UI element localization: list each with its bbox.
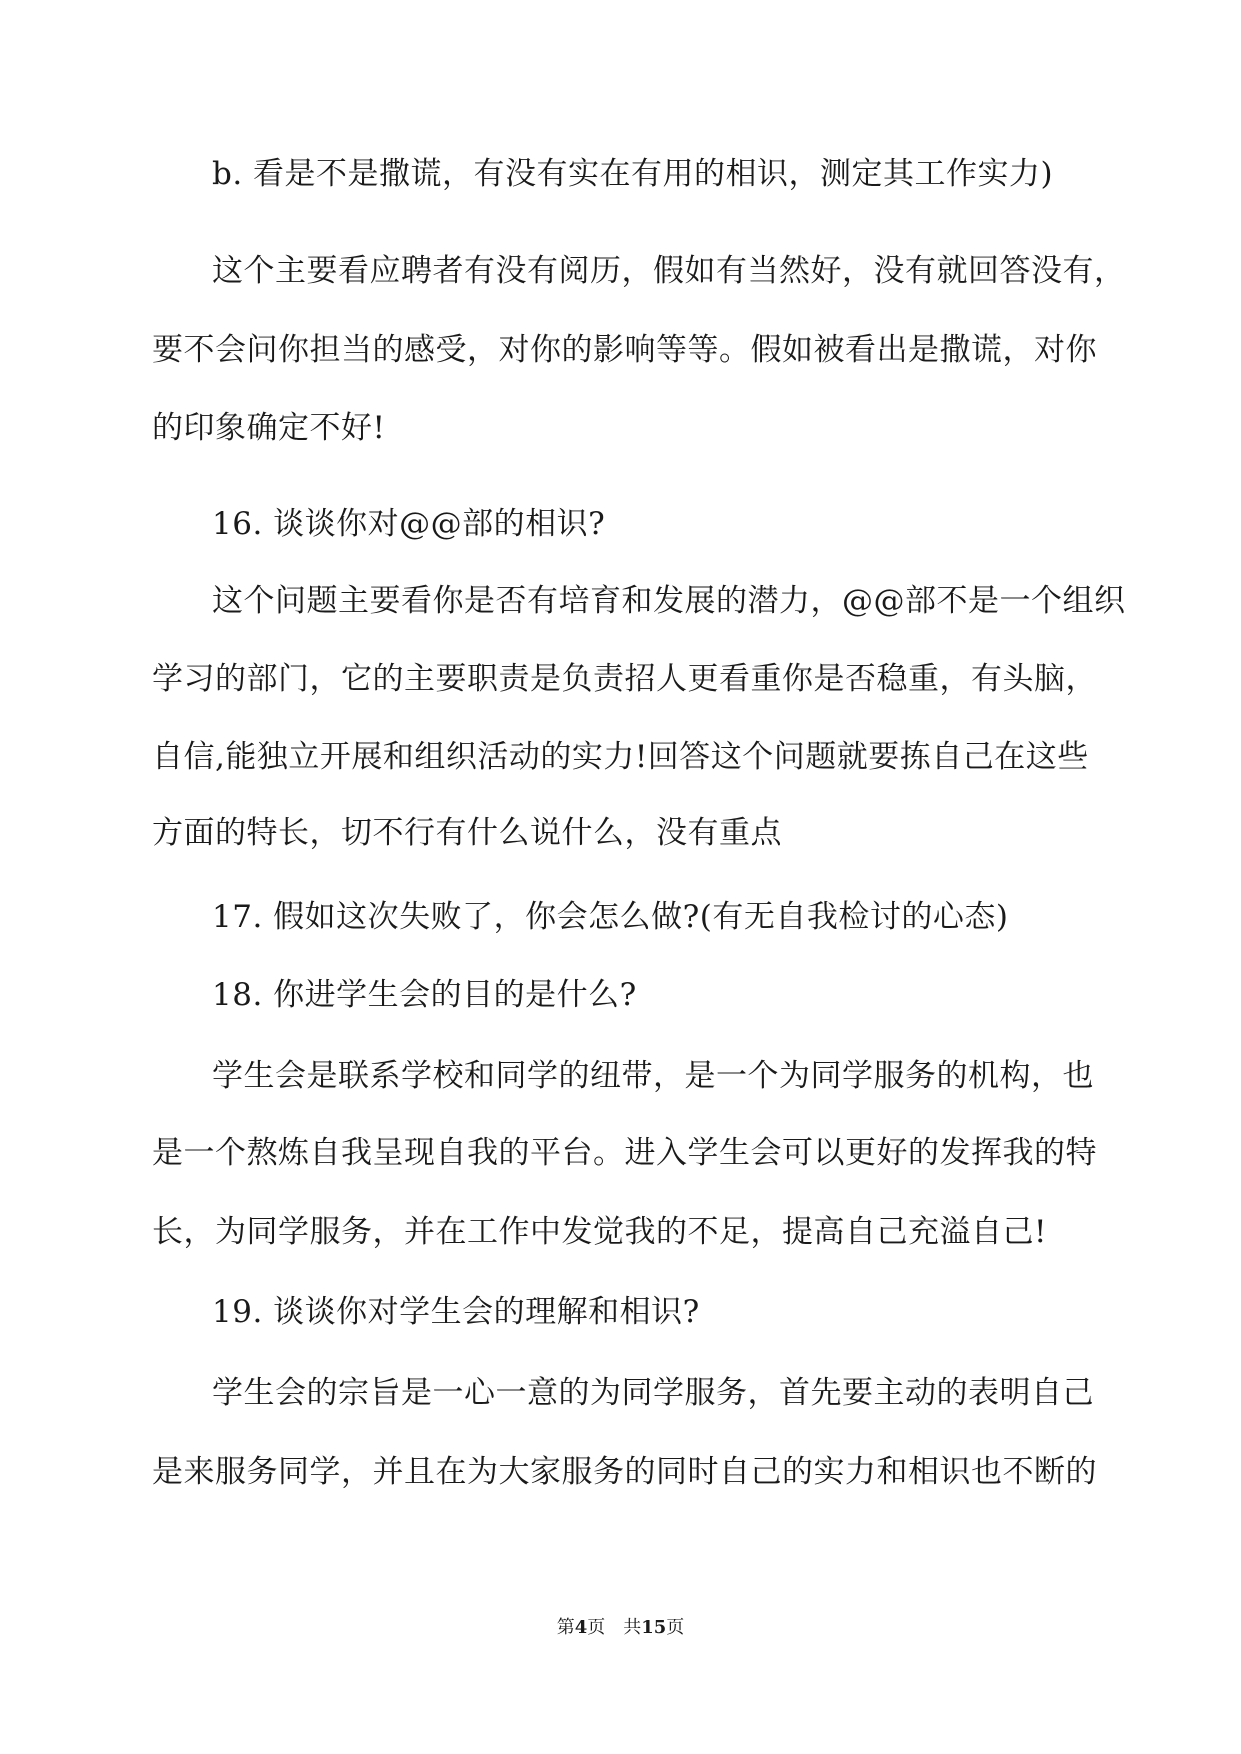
text-line: 长，为同学服务，并在工作中发觉我的不足，提高自己充溢自己! xyxy=(152,1214,1047,1250)
question-heading: 19. 谈谈你对学生会的理解和相识? xyxy=(212,1294,700,1330)
text-line: b. 看是不是撒谎，有没有实在有用的相识，测定其工作实力) xyxy=(212,156,1054,192)
question-heading: 18. 你进学生会的目的是什么? xyxy=(212,977,637,1013)
text-line: 是来服务同学，并且在为大家服务的同时自己的实力和相识也不断的 xyxy=(152,1454,1097,1490)
text-line: 学生会的宗旨是一心一意的为同学服务，首先要主动的表明自己 xyxy=(212,1375,1094,1411)
text-line: 方面的特长，切不行有什么说什么，没有重点 xyxy=(152,815,782,851)
page-footer xyxy=(0,1616,1241,1640)
footer-suffix: 页 xyxy=(666,1617,685,1638)
footer-total-pages: 15 xyxy=(641,1617,667,1638)
question-heading: 17. 假如这次失败了，你会怎么做?(有无自我检讨的心态) xyxy=(212,899,1009,935)
text-line: 自信,能独立开展和组织活动的实力!回答这个问题就要拣自己在这些 xyxy=(152,739,1089,775)
text-line: 是一个熬炼自我呈现自我的平台。进入学生会可以更好的发挥我的特 xyxy=(152,1135,1097,1171)
footer-mid: 页 共 xyxy=(587,1617,642,1638)
text-line: 这个问题主要看你是否有培育和发展的潜力，@@部不是一个组织 xyxy=(212,583,1126,619)
text-line: 这个主要看应聘者有没有阅历，假如有当然好，没有就回答没有， xyxy=(212,253,1126,289)
text-line: 要不会问你担当的感受，对你的影响等等。假如被看出是撒谎，对你 xyxy=(152,332,1097,368)
question-heading: 16. 谈谈你对@@部的相识? xyxy=(212,506,606,542)
footer-page-number: 4 xyxy=(574,1617,588,1638)
text-line: 的印象确定不好! xyxy=(152,410,386,446)
text-line: 学生会是联系学校和同学的纽带，是一个为同学服务的机构，也 xyxy=(212,1058,1094,1094)
text-line: 学习的部门，它的主要职责是负责招人更看重你是否稳重，有头脑， xyxy=(152,661,1097,697)
footer-prefix: 第 xyxy=(556,1617,575,1638)
